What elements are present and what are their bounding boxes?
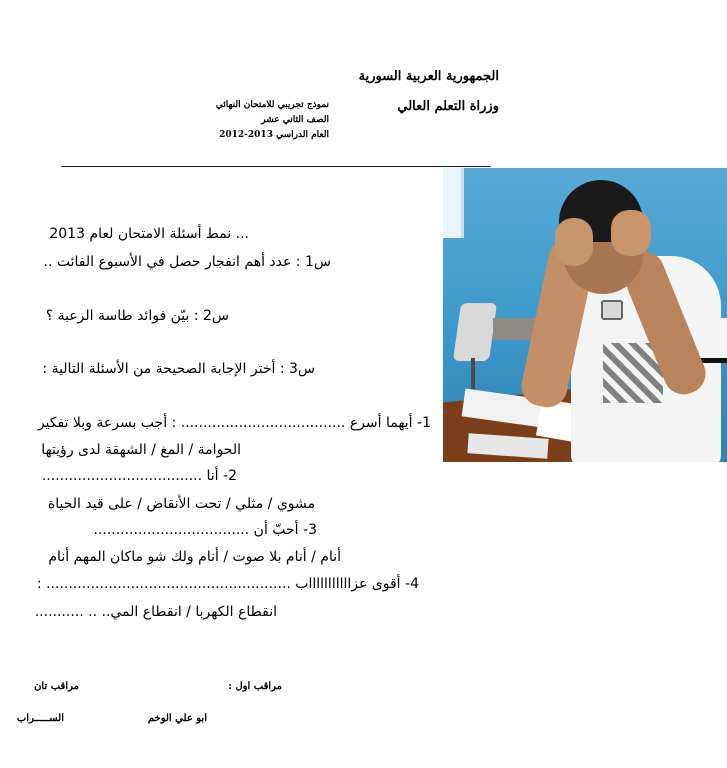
question-3-item-3: 3- أحبّ أن ................................... — [93, 522, 317, 538]
question-3-item-3-options: أنام / أنام بلا صوت / أنام ولك شو ماكان المهم أنام — [48, 549, 341, 565]
republic-name: الجمهورية العربية السورية — [358, 69, 499, 84]
ministry-name: وزراة التعلم العالي — [397, 99, 499, 114]
question-3-item-1: 1- أيهما أسرع ..................................... : أجب بسرعة وبلا تفكير — [37, 415, 431, 431]
question-3-item-4-options: انقطاع الكهربا / انقطاع المي.. .. ........... — [34, 604, 277, 620]
school-year-label: العام الدراسي 2013-2012 — [219, 130, 329, 140]
stressed-student-photo — [443, 168, 727, 462]
question-3: س3 : أختر الإجابة الصحيحة من الأسئلة التالية : — [42, 361, 315, 377]
question-3-item-4: 4- أقوى عزاااااااااااب ....................................................... : — [36, 576, 419, 592]
header-middle — [216, 98, 329, 143]
header-right — [359, 62, 499, 122]
question-3-item-1-options: الحوامة / المغ / الشهقة لدى رؤيتها — [41, 442, 241, 458]
first-proctor-label: مراقب اول : — [228, 681, 282, 692]
question-2: س2 : بيّن فوائد طاسة الرعبة ؟ — [45, 308, 229, 324]
exam-title: ... نمط أسئلة الامتحان لعام 2013 — [49, 226, 249, 242]
exam-model-label: نموذج تجريبي للامتحان النهائي — [215, 100, 329, 110]
second-proctor-name: الســـــراب — [16, 713, 64, 724]
question-3-item-2: 2- أنا .................................... — [41, 468, 237, 484]
question-1: س1 : عدد أهم انفجار حصل في الأسبوع الفائت .. — [43, 254, 331, 270]
header-divider — [61, 166, 491, 167]
grade-label: الصف الثاني عشر — [261, 115, 329, 125]
second-proctor-label: مراقب تان — [34, 681, 79, 692]
first-proctor-name: ابو علي الوخم — [147, 713, 207, 724]
question-3-item-2-options: مشوي / مثلي / تحت الأنقاض / على قيد الحياة — [47, 496, 315, 512]
